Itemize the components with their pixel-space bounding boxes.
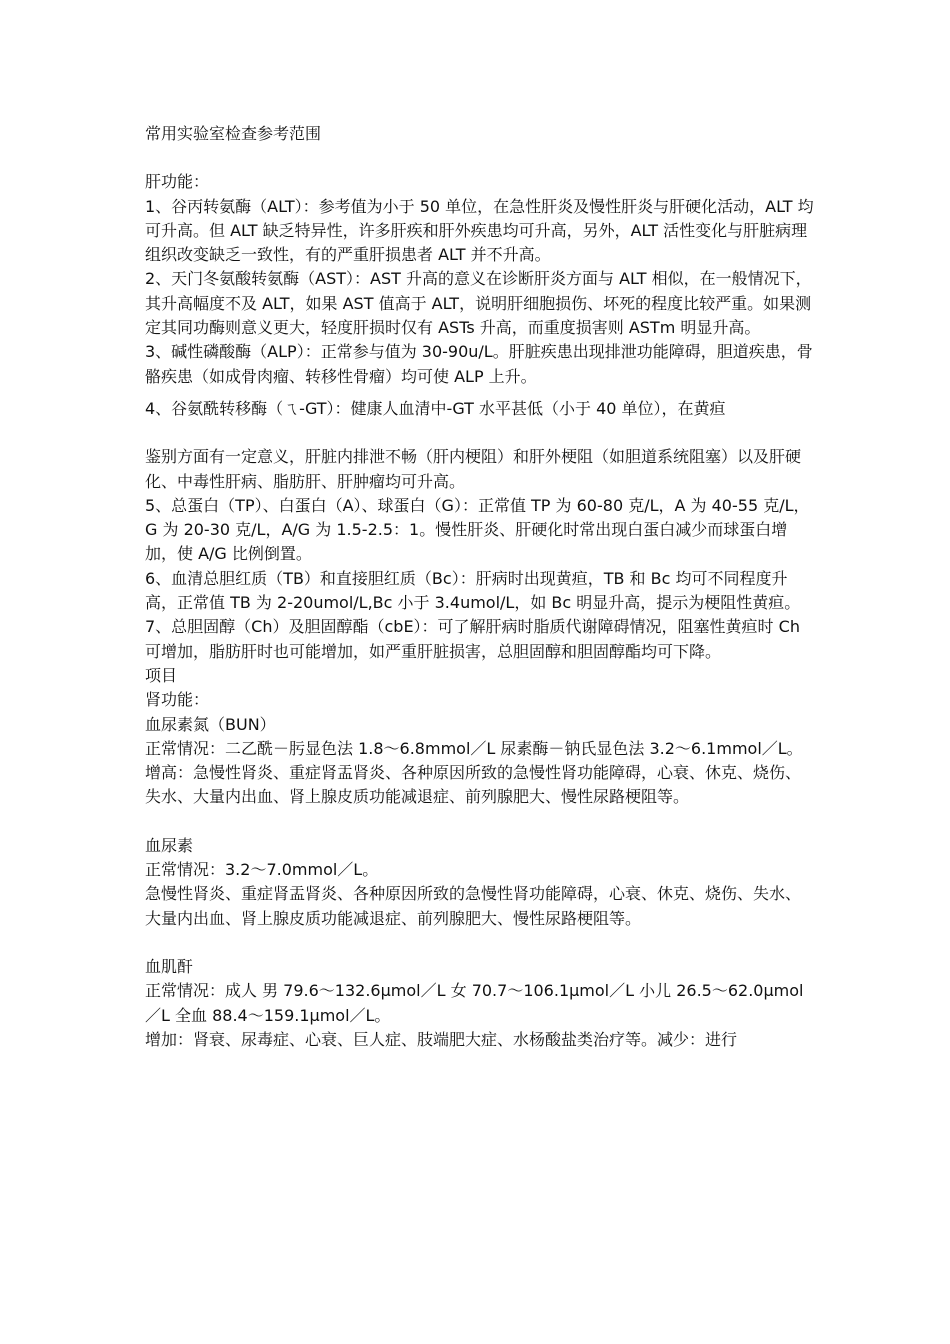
liver-item-bilirubin: 6、血清总胆红质（TB）和直接胆红质（Bc）：肝病时出现黄疸，TB 和 Bc 均可不同程度升高，正常值 TB 为 2-20umol/L,Bc 小于 3.4umol/L，如 Bc 明显升高，提示为梗阻性黄疸。	[145, 568, 801, 613]
bun-title: 血尿素氮（BUN）	[145, 714, 276, 734]
urea-title: 血尿素	[145, 835, 194, 855]
liver-item-ggt: 4、谷氨酰转移酶（ㄟ-GT）：健康人血清中-GT 水平甚低（小于 40 单位），在黄疸	[145, 398, 726, 418]
liver-item-cholesterol: 7、总胆固醇（Ch）及胆固醇酯（cbE）：可了解肝病时脂质代谢障碍情况，阻塞性黄疸时 Ch 可增加，脂肪肝时也可能增加，如严重肝脏损害，总胆固醇和胆固醇酯均可下降。	[145, 617, 800, 661]
bun-normal: 正常情况：二乙酰－肟显色法 1.8～6.8mmol／L 尿素酶－钠氏显色法 3.2～6.1mmol／L。	[145, 738, 803, 758]
liver-item-alt: 1、谷丙转氨酶（ALT）：参考值为小于 50 单位，在急性肝炎及慢性肝炎与肝硬化活动，ALT 均可升高。但 ALT 缺乏特异性，许多肝疾和肝外疾患均可升高，另外，ALT 活性变化与肝脏病理组织改变缺乏一致性，有的严重肝损患者 ALT 并不升高。	[145, 196, 814, 265]
liver-heading: 肝功能：	[145, 172, 210, 192]
liver-item-ast: 2、天门冬氨酸转氨酶（AST）：AST 升高的意义在诊断肝炎方面与 ALT 相似，在一般情况下，其升高幅度不及 ALT，如果 AST 值高于 ALT，说明肝细胞损伤、坏死的程度比较严重。如果测定其同功酶则意义更大，轻度肝损时仅有 ASTs 升高，而重度损害则 ASTm 明显升高。	[145, 269, 812, 338]
document-body	[145, 122, 815, 1052]
creatinine-normal: 正常情况：成人 男 79.6～132.6μmol／L 女 70.7～106.1μmol／L 小儿 26.5～62.0μmol／L 全血 88.4～159.1μmol／L。	[145, 981, 804, 1025]
kidney-heading: 肾功能：	[145, 690, 210, 710]
bun-high: 增高：急慢性肾炎、重症肾盂肾炎、各种原因所致的急慢性肾功能障碍，心衰、休克、烧伤、失水、大量内出血、肾上腺皮质功能减退症、前列腺肥大、慢性尿路梗阻等。	[145, 763, 802, 807]
liver-item-protein: 5、总蛋白（TP）、白蛋白（A）、球蛋白（G）：正常值 TP 为 60-80 克/L，A 为 40-55 克/L，G 为 20-30 克/L，A/G 为 1.5-2.5：1。慢性肝炎、肝硬化时常出现白蛋白减少而球蛋白增加，使 A/G 比例倒置。	[145, 495, 810, 564]
creatinine-change: 增加：肾衰、尿毒症、心衰、巨人症、肢端肥大症、水杨酸盐类治疗等。减少：进行	[145, 1029, 738, 1049]
creatinine-title: 血肌酐	[145, 956, 194, 976]
urea-normal: 正常情况：3.2～7.0mmol／L。	[145, 860, 379, 880]
liver-item-alp: 3、碱性磷酸酶（ALP）：正常参与值为 30-90u/L。肝脏疾患出现排泄功能障碍，胆道疾患，骨骼疾患（如成骨肉瘤、转移性骨瘤）均可使 ALP 上升。	[145, 342, 813, 386]
item-label: 项目	[145, 665, 178, 685]
urea-desc: 急慢性肾炎、重症肾盂肾炎、各种原因所致的急慢性肾功能障碍，心衰、休克、烧伤、失水、大量内出血、肾上腺皮质功能减退症、前列腺肥大、慢性尿路梗阻等。	[145, 884, 802, 928]
page-title: 常用实验室检查参考范围	[145, 124, 322, 143]
liver-item-ggt-cont: 鉴别方面有一定意义，肝脏内排泄不畅（肝内梗阻）和肝外梗阻（如胆道系统阻塞）以及肝硬化、中毒性肝病、脂肪肝、肝肿瘤均可升高。	[145, 447, 802, 491]
